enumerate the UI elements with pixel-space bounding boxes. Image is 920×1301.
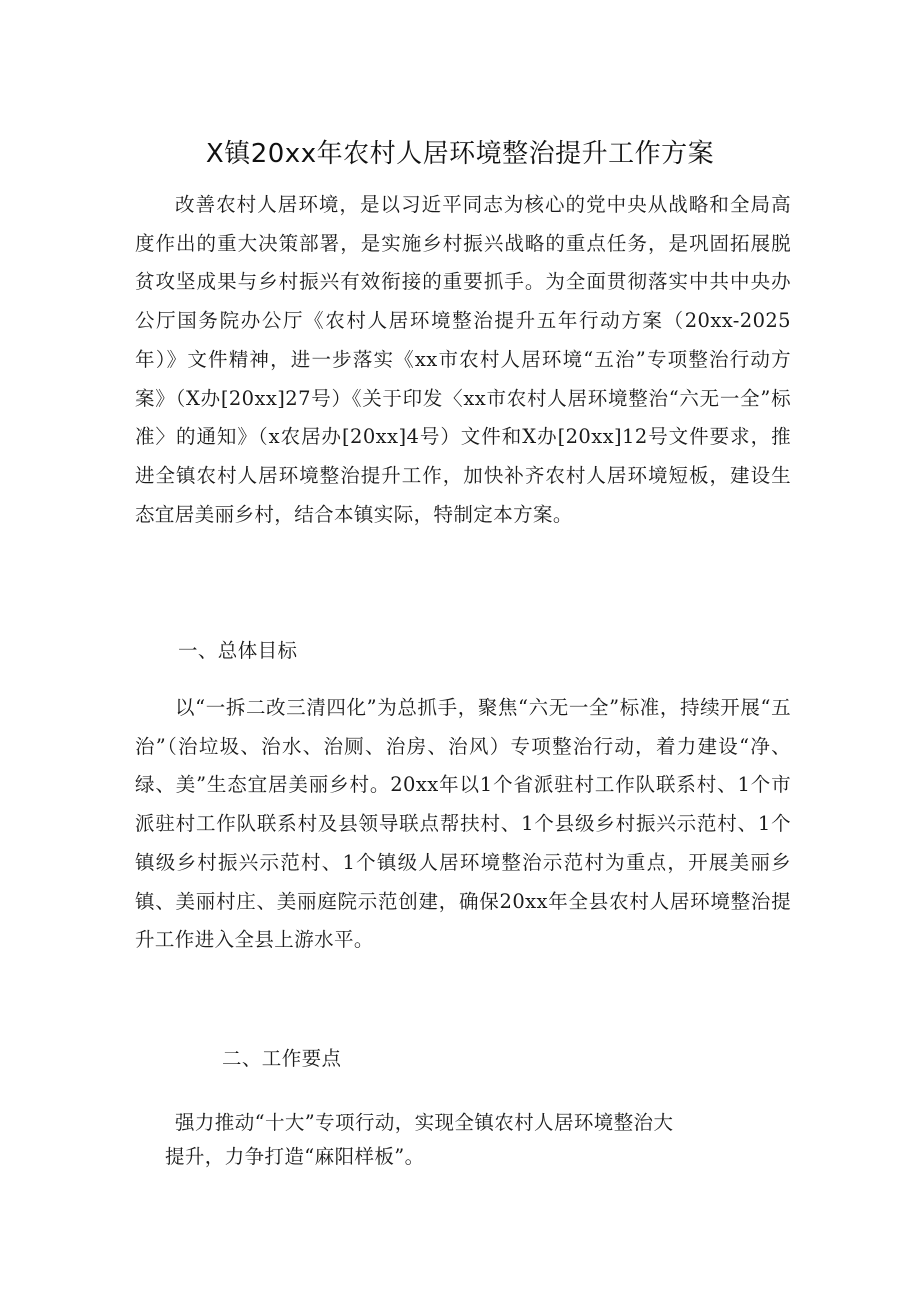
section-heading-work-points: 二、工作要点 xyxy=(222,1047,342,1070)
work-points-line-1: 强力推动“十大”专项行动，实现全镇农村人居环境整治大 xyxy=(175,1111,674,1134)
document-title: X镇20xx年农村人居环境整治提升工作方案 xyxy=(205,139,715,169)
overall-goal-paragraph: 以“一拆二改三清四化”为总抓手，聚焦“六无一全”标准，持续开展“五治”（治垃圾、治水、治厕、治房、治风）专项整治行动，着力建设“净、绿、美”生态宜居美丽乡村。20xx年以1个省派驻村工作队联系村、1个市派驻村工作队联系村及县领导联点帮扶村、1个县级乡村振兴示范村、1个镇级乡村振兴示范村、1个镇级人居环境整治示范村为重点，开展美丽乡镇、美丽村庄、美丽庭院示范创建，确保20xx年全县农村人居环境整治提升工作进入全县上游水平。 xyxy=(135,696,791,952)
intro-paragraph: 改善农村人居环境，是以习近平同志为核心的党中央从战略和全局高度作出的重大决策部署，是实施乡村振兴战略的重点任务，是巩固拓展脱贫攻坚成果与乡村振兴有效衔接的重要抓手。为全面贯彻落实中共中央办公厅国务院办公厅《农村人居环境整治提升五年行动方案（20xx-2025年）》文件精神，进一步落实《xx市农村人居环境“五治”专项整治行动方案》（X办[20xx]27号）《关于印发〈xx市农村人居环境整治“六无一全”标准〉的通知》（x农居办[20xx]4号）文件和X办[20xx]12号文件要求，推进全镇农村人居环境整治提升工作，加快补齐农村人居环境短板，建设生态宜居美丽乡村，结合本镇实际，特制定本方案。 xyxy=(135,193,791,526)
section-heading-overall-goal: 一、总体目标 xyxy=(178,639,298,662)
work-points-paragraph xyxy=(165,1106,735,1174)
work-points-line-2: 提升，力争打造“麻阳样板”。 xyxy=(165,1145,425,1168)
